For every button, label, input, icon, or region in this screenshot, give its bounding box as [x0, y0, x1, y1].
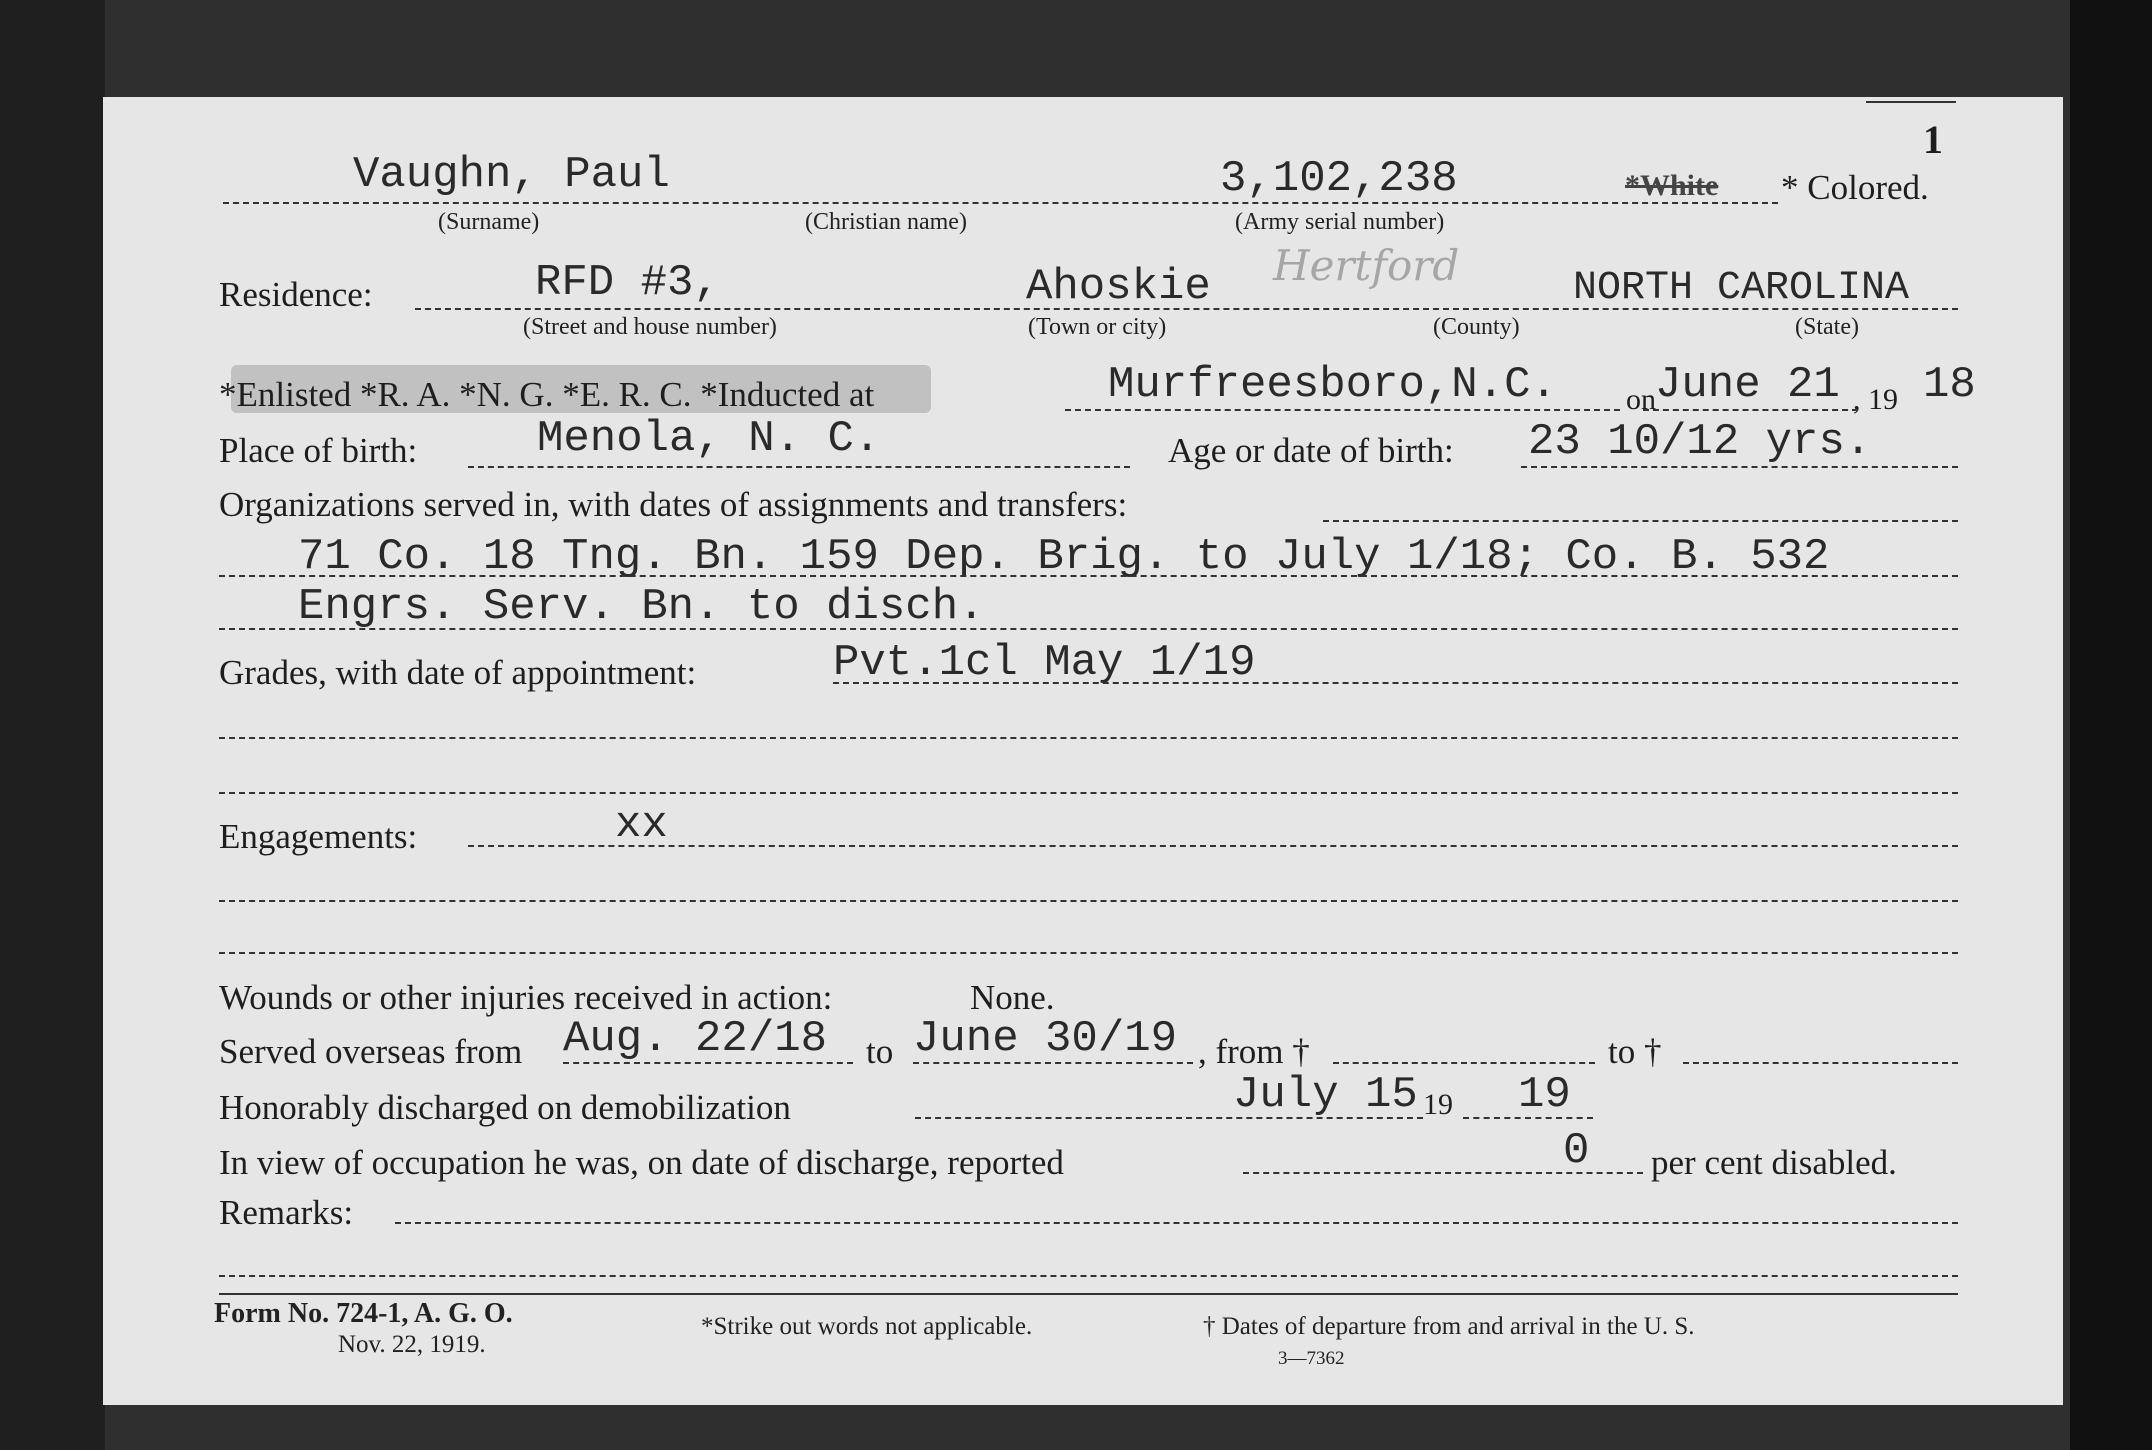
induction-year-value: 18 [1923, 360, 1976, 410]
strike-out-note: *Strike out words not applicable. [701, 1313, 1033, 1340]
race-white-struck: *White [1625, 169, 1719, 202]
discharge-label: Honorably discharged on demobilization [219, 1088, 791, 1127]
organizations-line-1: 71 Co. 18 Tng. Bn. 159 Dep. Brig. to July 1/18; Co. B. 532 [298, 532, 1830, 582]
wounds-value: None. [970, 978, 1055, 1017]
overseas-from2-label: , from † [1198, 1032, 1310, 1071]
discharge-date-value: July 15 [1233, 1070, 1418, 1120]
departure-dates-note: † Dates of departure from and arrival in the U. S. [1203, 1313, 1695, 1340]
age-underline [1521, 466, 1958, 468]
residence-label: Residence: [219, 275, 373, 314]
overseas-to-label: to [866, 1032, 894, 1071]
card-number: 1 [1923, 117, 1943, 162]
serial-number-label: (Army serial number) [1235, 209, 1445, 235]
organizations-label: Organizations served in, with dates of assignments and transfers: [219, 485, 1128, 524]
induction-place-value: Murfreesboro,N.C. [1108, 360, 1557, 410]
place-of-birth-value: Menola, N. C. [537, 414, 881, 464]
disability-label: In view of occupation he was, on date of discharge, reported [219, 1143, 1064, 1182]
footer-rule [219, 1293, 1958, 1295]
overseas-to-underline [913, 1062, 1193, 1064]
overseas-from-underline [563, 1062, 853, 1064]
residence-underline [415, 308, 1958, 310]
remarks-underline-1 [395, 1222, 1958, 1224]
state-value: NORTH CAROLINA [1573, 266, 1910, 311]
christian-name-label: (Christian name) [805, 209, 967, 235]
wounds-label: Wounds or other injuries received in action: [219, 978, 833, 1017]
grades-extra-line-1 [219, 737, 1958, 739]
overseas-to-value: June 30/19 [913, 1014, 1178, 1064]
induction-date-value: June 21 [1655, 360, 1840, 410]
race-colored-option: * Colored. [1781, 168, 1929, 207]
place-of-birth-underline [468, 466, 1130, 468]
name-underline [223, 202, 1778, 204]
age-value: 23 10/12 yrs. [1528, 417, 1872, 467]
enlistment-type-label: *Enlisted *R. A. *N. G. *E. R. C. *Inducted at [219, 375, 875, 414]
engagements-value: xx [615, 800, 668, 850]
discharge-year-prefix: 19 [1423, 1088, 1453, 1121]
form-date: Nov. 22, 1919. [338, 1331, 486, 1358]
form-number: Form No. 724-1, A. G. O. [214, 1298, 513, 1329]
service-record-card [103, 97, 2063, 1405]
organizations-underline-1 [219, 575, 1958, 577]
organizations-underline-2 [219, 628, 1958, 630]
town-value: Ahoskie [1026, 262, 1211, 312]
right-background [2070, 0, 2152, 1450]
age-label: Age or date of birth: [1168, 431, 1454, 470]
number-rule [1866, 101, 1956, 103]
disability-underline [1243, 1172, 1643, 1174]
surname-value: Vaughn, Paul [353, 150, 670, 200]
overseas-to2-underline [1683, 1062, 1958, 1064]
disability-suffix: per cent disabled. [1651, 1143, 1897, 1182]
county-value: Hertford [1273, 241, 1460, 290]
induction-on-label: on [1626, 383, 1656, 416]
overseas-from-value: Aug. 22/18 [563, 1014, 828, 1064]
organizations-underline-0 [1323, 520, 1958, 522]
induction-year-prefix: , 19 [1853, 383, 1898, 416]
discharge-year-underline [1463, 1117, 1593, 1119]
discharge-date-underline [915, 1117, 1423, 1119]
surname-label: (Surname) [438, 209, 540, 235]
disability-value: 0 [1563, 1126, 1590, 1176]
induction-place-underline [1065, 409, 1620, 411]
remarks-label: Remarks: [219, 1193, 354, 1232]
grades-underline [833, 682, 1958, 684]
left-background [0, 0, 105, 1450]
grades-value: Pvt.1cl May 1/19 [833, 638, 1256, 688]
serial-number-value: 3,102,238 [1220, 154, 1458, 204]
print-code: 3—7362 [1278, 1348, 1345, 1369]
overseas-label: Served overseas from [219, 1032, 523, 1071]
county-label: (County) [1433, 314, 1520, 340]
engagements-extra-line-2 [219, 952, 1958, 954]
state-label: (State) [1795, 314, 1859, 340]
engagements-underline [468, 845, 1958, 847]
street-value: RFD #3, [535, 258, 720, 308]
organizations-line-2: Engrs. Serv. Bn. to disch. [298, 582, 985, 632]
discharge-year-value: 19 [1518, 1070, 1571, 1120]
remarks-underline-2 [219, 1275, 1958, 1277]
engagements-label: Engagements: [219, 817, 418, 856]
induction-date-underline [1643, 409, 1858, 411]
grades-extra-line-2 [219, 792, 1958, 794]
street-label: (Street and house number) [523, 314, 777, 340]
overseas-from2-underline [1333, 1062, 1595, 1064]
overseas-to2-label: to † [1608, 1032, 1662, 1071]
place-of-birth-label: Place of birth: [219, 431, 418, 470]
engagements-extra-line-1 [219, 900, 1958, 902]
town-label: (Town or city) [1028, 314, 1167, 340]
grades-label: Grades, with date of appointment: [219, 653, 697, 692]
